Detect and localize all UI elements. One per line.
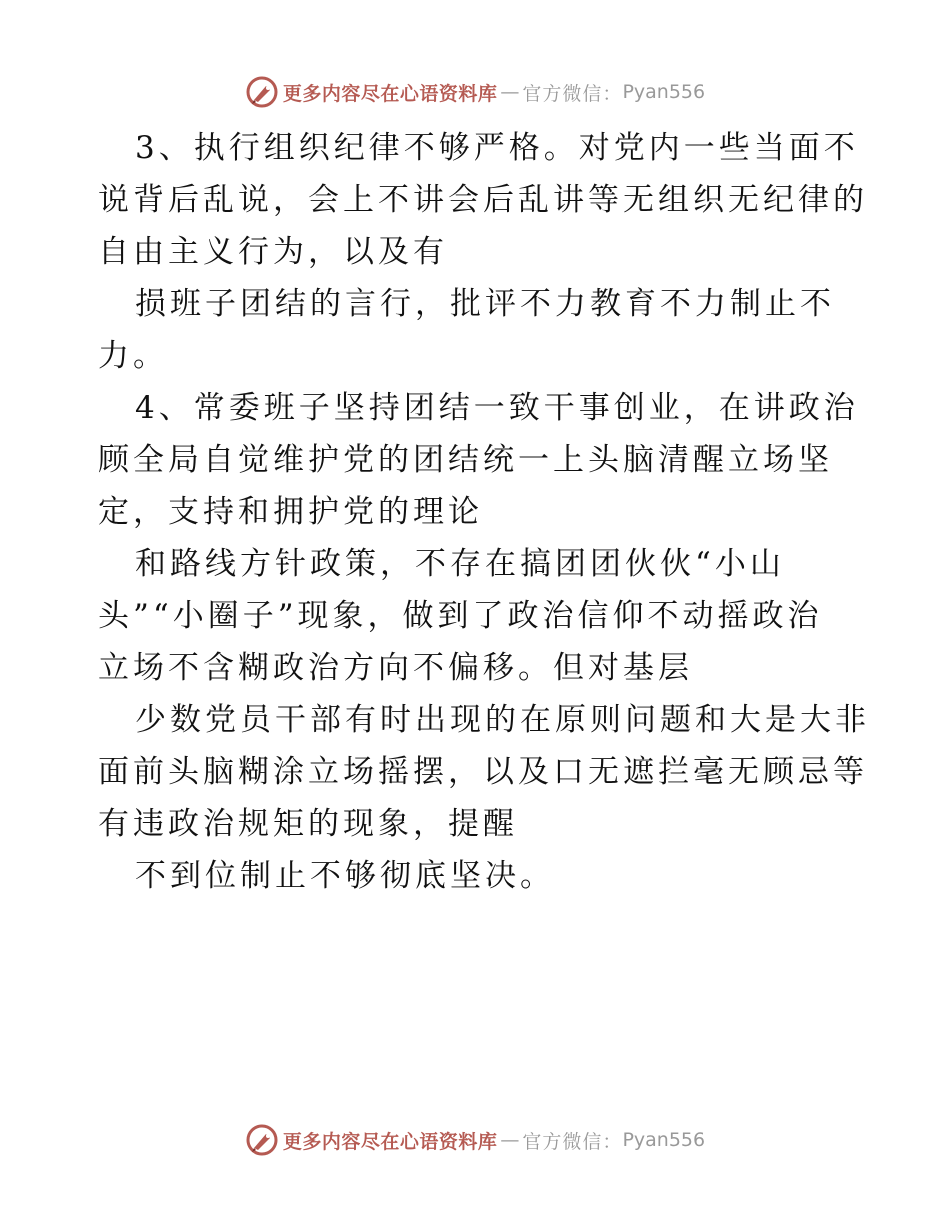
footer-dash: — (500, 1129, 520, 1151)
body-line: 有违政治规矩的现象，提醒 (98, 806, 518, 842)
body-line: 自由主义行为，以及有 (98, 234, 448, 270)
body-line: 力。 (98, 338, 168, 374)
header-banner (0, 72, 950, 112)
header-contact-id: Pyan556 (622, 81, 706, 103)
footer-contact-id: Pyan556 (622, 1129, 706, 1151)
body-line: 3、执行组织纪律不够严格。对党内一些当面不 (135, 130, 859, 166)
header-promo-text: 更多内容尽在心语资料库 (282, 82, 498, 105)
body-line: 面前头脑糊涂立场摇摆，以及口无遮拦毫无顾忌等 (98, 754, 868, 790)
body-line: 说背后乱说，会上不讲会后乱讲等无组织无纪律的 (98, 182, 868, 218)
body-line: 顾全局自觉维护党的团结统一上头脑清醒立场坚 (98, 442, 833, 478)
body-line: 和路线方针政策，不存在搞团团伙伙“小山 (135, 546, 785, 582)
body-line: 损班子团结的言行，批评不力教育不力制止不 (135, 286, 835, 322)
pen-logo-icon (245, 1123, 279, 1157)
body-line: 立场不含糊政治方向不偏移。但对基层 (98, 650, 693, 686)
body-line: 少数党员干部有时出现的在原则问题和大是大非 (135, 702, 870, 738)
header-dash: — (500, 81, 520, 103)
footer-banner (0, 1120, 950, 1160)
body-line: 4、常委班子坚持团结一致干事创业，在讲政治 (135, 390, 859, 426)
header-contact-label: 官方微信： (522, 82, 623, 105)
body-line: 定，支持和拥护党的理论 (98, 494, 483, 530)
document-body (98, 122, 870, 902)
pen-logo-icon (245, 75, 279, 109)
footer-contact-label: 官方微信： (522, 1130, 623, 1153)
body-line: 不到位制止不够彻底坚决。 (135, 858, 555, 894)
body-line: 头”“小圈子”现象，做到了政治信仰不动摇政治 (98, 598, 823, 634)
footer-promo-text: 更多内容尽在心语资料库 (282, 1130, 498, 1153)
